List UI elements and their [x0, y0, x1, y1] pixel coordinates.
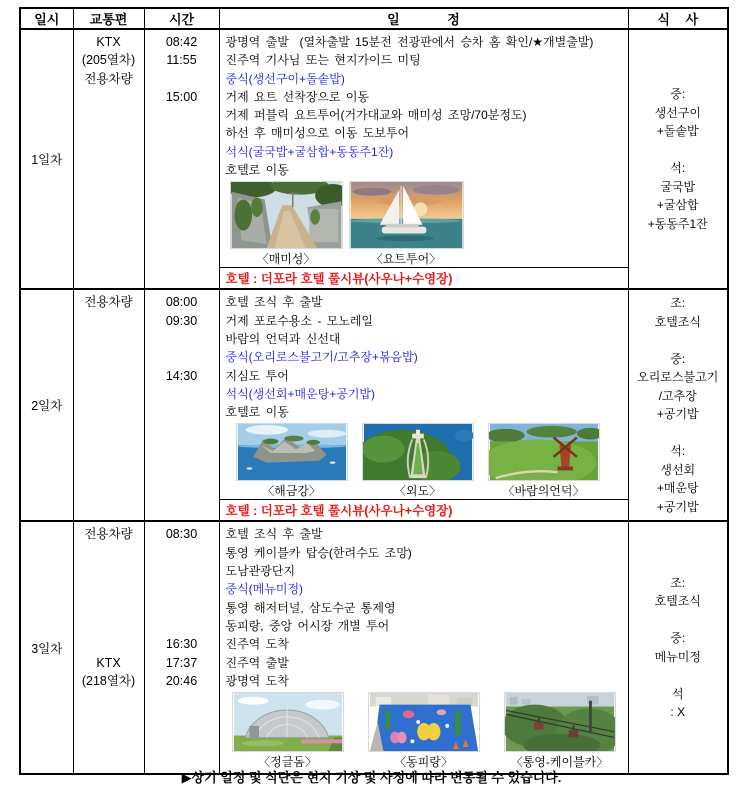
- schedule-line: 중식(메뉴미정): [225, 582, 304, 597]
- schedule-line: 거제 포로수용소 - 모노레일: [225, 313, 374, 328]
- time-value: [145, 348, 219, 366]
- schedule-line: 통영 케이블카 탑승(한려수도 조망): [225, 545, 412, 560]
- time-value: 09:30: [165, 313, 198, 328]
- schedule-line: 중식(오리로스불고기/고추장+볶음밥): [225, 350, 418, 365]
- transport-line: KTX: [96, 655, 121, 670]
- day1-hotel-info: 호텔 : 더포라 호텔 풀시뷰(사우나+수영장): [219, 268, 628, 290]
- time-value: [145, 70, 219, 88]
- photo-caption: 〈매미성〉: [256, 252, 316, 267]
- transport-line: KTX: [96, 35, 121, 49]
- meal-line: 호텔조식: [654, 594, 701, 609]
- transport-line: [74, 580, 144, 598]
- schedule-line: 광명역 출발 (열차출발 15분전 전광판에서 승차 홈 확인/★개별출발): [225, 35, 594, 49]
- day3-photos: [232, 692, 624, 770]
- meal-line: 중:: [670, 87, 686, 102]
- itinerary-document: [19, 7, 729, 775]
- meal-line: 메뉴미정: [654, 649, 701, 664]
- maemiseong-photo-graphic: [230, 181, 343, 249]
- day2-label: 2일차: [20, 289, 73, 521]
- meal-line: 생선회: [660, 462, 696, 477]
- meal-line: 석: [671, 686, 684, 701]
- photo-yacht-tour: [349, 181, 464, 267]
- photo-oedo: [362, 423, 474, 499]
- photo-haegeumgang: [236, 423, 348, 499]
- time-value: 17:37: [165, 655, 198, 670]
- time-value: 08:42: [165, 35, 198, 49]
- oedo-photo-graphic: [362, 423, 474, 481]
- meal-line: /고추장: [658, 388, 697, 403]
- day2-schedule-cell: [219, 289, 628, 500]
- meal-line: 조:: [670, 575, 686, 590]
- time-value: [145, 544, 219, 562]
- meal-line: [629, 611, 728, 630]
- itinerary-table: [19, 7, 729, 775]
- time-value: 15:00: [165, 89, 198, 104]
- haegeumgang-photo-graphic: [236, 423, 348, 481]
- photo-caption: 〈바람의언덕〉: [502, 484, 585, 499]
- meal-line: +공기밥: [656, 407, 699, 422]
- day3-schedule-cell: [219, 521, 628, 774]
- tongyeong-cablecar-photo-graphic: [504, 692, 616, 752]
- day3-label: 3일차: [20, 521, 73, 774]
- yacht-tour-photo-graphic: [349, 181, 464, 249]
- meal-line: : X: [670, 705, 686, 720]
- meal-line: +굴삼합: [656, 198, 699, 213]
- meal-line: 중:: [670, 631, 686, 646]
- meal-line: 중:: [670, 351, 686, 366]
- day3-transport-cell: [73, 521, 144, 774]
- meal-line: [629, 424, 728, 443]
- photo-caption: 〈외도〉: [393, 484, 442, 499]
- time-value: [145, 617, 219, 635]
- header-row: [20, 8, 728, 29]
- schedule-line: 거제 요트 선착장으로 이동: [225, 89, 370, 104]
- day2-hotel-info: 호텔 : 더포라 호텔 풀시뷰(사우나+수영장): [219, 500, 628, 522]
- time-value: 16:30: [165, 637, 198, 652]
- column-header-transport: 교통편: [73, 8, 144, 29]
- photo-jungle-dome: [232, 692, 344, 770]
- schedule-line: 호텔로 이동: [225, 163, 289, 178]
- schedule-line: 진주역 출발: [225, 655, 289, 670]
- day2-transport-cell: [73, 289, 144, 521]
- day3-row: [20, 521, 728, 774]
- windy-hill-photo-graphic: [488, 423, 600, 481]
- footer-note: ▶상기 일정 및 식단은 현지 기상 및 사정에 따라 변동될 수 있습니다.: [181, 770, 562, 785]
- column-header-date: 일시: [20, 8, 73, 29]
- transport-line: [74, 635, 144, 653]
- schedule-line: 거제 퍼블릭 요트투어(거가대교와 매미성 조망/70분정도): [225, 108, 527, 123]
- day2-photos: [236, 423, 624, 499]
- schedule-line: 호텔 조식 후 출발: [225, 295, 323, 310]
- day1-photos: [230, 181, 624, 267]
- time-value: 20:46: [165, 673, 198, 688]
- day2-time-cell: [144, 289, 219, 521]
- time-value: 14:30: [165, 368, 198, 383]
- meal-line: [629, 141, 728, 160]
- photo-caption: 〈정글돔〉: [258, 755, 317, 770]
- time-value: [145, 562, 219, 580]
- schedule-line: 하선 후 매미성으로 이동 도보투어: [225, 126, 410, 141]
- photo-tongyeong-cablecar: [504, 692, 616, 770]
- schedule-line: 석식(생선회+매운탕+공기밥): [225, 386, 376, 401]
- dongpirang-photo-graphic: [368, 692, 480, 752]
- day3-time-cell: [144, 521, 219, 774]
- day1-time-cell: [144, 29, 219, 289]
- day3-meal-cell: [628, 521, 728, 774]
- schedule-line: 중식(생선구이+돌솥밥): [225, 71, 345, 86]
- transport-line: [74, 562, 144, 580]
- photo-caption: 〈통영-케이블카〉: [510, 755, 609, 770]
- jungle-dome-photo-graphic: [232, 692, 344, 752]
- meal-line: 굴국밥: [660, 179, 696, 194]
- schedule-line: 호텔로 이동: [225, 405, 289, 420]
- schedule-line: 지심도 투어: [225, 368, 289, 383]
- transport-line: [74, 617, 144, 635]
- meal-line: 조:: [670, 296, 686, 311]
- day2-meal-cell: [628, 289, 728, 521]
- photo-caption: 〈동피랑〉: [394, 755, 453, 770]
- meal-line: [629, 331, 728, 350]
- day1-row: [20, 29, 728, 268]
- day1-schedule-cell: [219, 29, 628, 268]
- transport-line: (218열차): [81, 673, 136, 688]
- column-header-meal: 식 사: [628, 8, 728, 29]
- day1-transport-cell: [73, 29, 144, 289]
- transport-line: [74, 544, 144, 562]
- schedule-line: 광명역 도착: [225, 673, 289, 688]
- meal-line: +공기밥: [656, 499, 699, 514]
- time-value: [145, 330, 219, 348]
- photo-maemiseong: [230, 181, 343, 267]
- schedule-line: 동피랑, 중앙 어시장 개별 투어: [225, 618, 390, 633]
- time-value: 08:30: [165, 527, 198, 542]
- photo-caption: 〈요트투어〉: [370, 252, 442, 267]
- time-value: [145, 580, 219, 598]
- transport-line: 전용차량: [84, 295, 133, 310]
- meal-line: +매운탕: [656, 481, 699, 496]
- meal-line: 생선구이: [654, 105, 701, 120]
- time-value: [145, 599, 219, 617]
- schedule-line: 진주역 도착: [225, 637, 289, 652]
- schedule-line: 통영 해저터널, 삼도수군 통제영: [225, 600, 396, 615]
- schedule-line: 바람의 언덕과 신선대: [225, 331, 341, 346]
- column-header-time: 시간: [144, 8, 219, 29]
- transport-line: [74, 599, 144, 617]
- meal-line: 오리로스불고기: [637, 370, 719, 385]
- photo-caption: 〈해금강〉: [262, 484, 321, 499]
- day1-label: 1일차: [20, 29, 73, 289]
- time-value: 11:55: [166, 53, 197, 68]
- schedule-line: 진주역 기사님 또는 현지가이드 미팅: [225, 53, 421, 68]
- meal-line: +동동주1잔: [647, 216, 708, 231]
- meal-line: +돌솥밥: [656, 124, 699, 139]
- day1-meal-cell: [628, 29, 728, 289]
- schedule-line: 석식(굴국밥+굴삼합+동동주1잔): [225, 144, 394, 159]
- meal-line: 호텔조식: [654, 314, 701, 329]
- transport-line: (205열차): [81, 53, 136, 68]
- schedule-line: 호텔 조식 후 출발: [225, 527, 323, 542]
- transport-line: 전용차량: [84, 527, 133, 542]
- transport-line: 전용차량: [84, 71, 133, 86]
- photo-windy-hill: [488, 423, 600, 499]
- schedule-line: 도남관광단지: [225, 564, 296, 579]
- photo-dongpirang: [368, 692, 480, 770]
- column-header-schedule: 일 정: [219, 8, 628, 29]
- meal-line: 석:: [670, 161, 686, 176]
- day2-row: [20, 289, 728, 500]
- time-value: 08:00: [165, 295, 198, 310]
- meal-line: 석:: [670, 444, 686, 459]
- meal-line: [629, 666, 728, 685]
